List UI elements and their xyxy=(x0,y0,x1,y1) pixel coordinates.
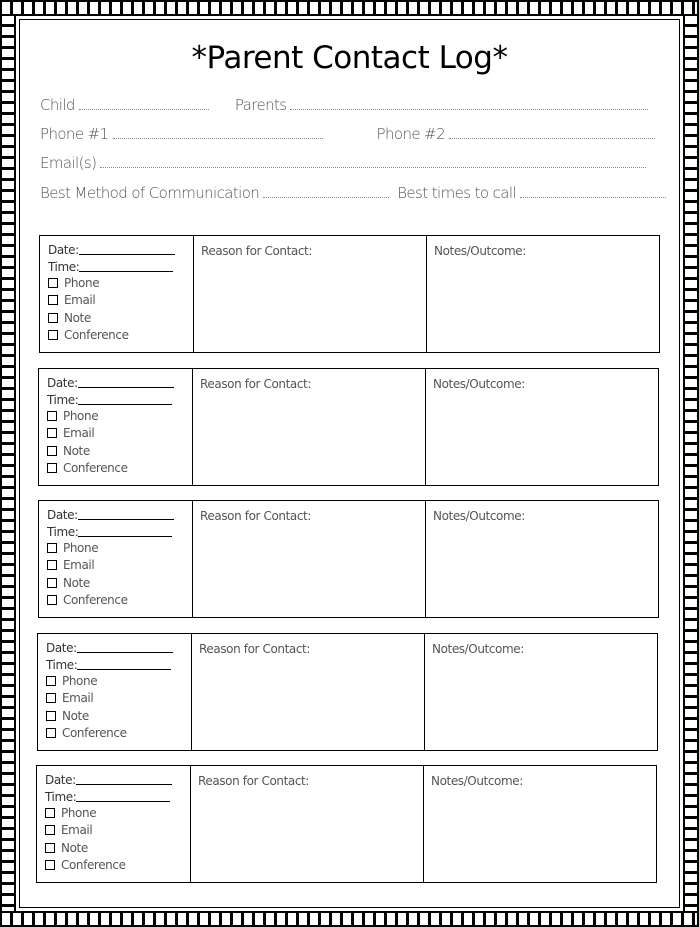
conference-checkbox[interactable] xyxy=(47,463,57,473)
option-label: Note xyxy=(63,443,90,458)
contact-entry-1 xyxy=(39,235,660,353)
entry-datetime-column xyxy=(38,634,192,750)
option-phone xyxy=(47,407,192,425)
option-label: Note xyxy=(61,840,88,855)
time-row xyxy=(47,522,192,539)
note-checkbox[interactable] xyxy=(48,313,58,323)
contact-entry-2 xyxy=(38,368,659,486)
option-note xyxy=(47,442,192,460)
notes-column[interactable] xyxy=(424,766,656,882)
notes-label: Notes/Outcome: xyxy=(434,244,526,258)
best-times-label: Best times to call xyxy=(397,184,516,202)
reason-column[interactable] xyxy=(193,501,426,617)
option-label: Email xyxy=(64,293,96,308)
email-label: Email(s) xyxy=(40,154,97,172)
phone2-label: Phone #2 xyxy=(376,125,446,143)
conference-checkbox[interactable] xyxy=(45,860,55,870)
phone1-label: Phone #1 xyxy=(40,125,109,143)
notes-label: Notes/Outcome: xyxy=(433,377,525,391)
option-conference xyxy=(47,460,192,478)
phone1-field[interactable] xyxy=(113,138,323,139)
time-label: Time: xyxy=(47,393,79,407)
email-checkbox[interactable] xyxy=(48,295,58,305)
date-field[interactable] xyxy=(77,652,173,653)
phone-checkbox[interactable] xyxy=(45,808,55,818)
option-note xyxy=(48,309,193,327)
option-label: Phone xyxy=(61,805,97,820)
entry-datetime-column xyxy=(37,766,191,882)
option-label: Conference xyxy=(62,726,127,741)
notes-column[interactable] xyxy=(426,369,658,485)
time-row xyxy=(45,787,190,804)
option-conference xyxy=(45,857,190,875)
contact-entry-3 xyxy=(38,500,659,618)
entry-datetime-column xyxy=(40,236,194,352)
time-field[interactable] xyxy=(76,801,170,802)
date-field[interactable] xyxy=(76,784,172,785)
date-field[interactable] xyxy=(78,519,174,520)
entry-datetime-column xyxy=(39,501,193,617)
option-note xyxy=(45,839,190,857)
child-label: Child xyxy=(40,96,75,114)
note-checkbox[interactable] xyxy=(47,578,57,588)
option-email xyxy=(47,425,192,443)
option-conference xyxy=(46,725,191,743)
option-phone xyxy=(48,274,193,292)
border-strip-left xyxy=(2,16,16,911)
option-phone xyxy=(47,539,192,557)
time-field[interactable] xyxy=(77,669,171,670)
phone-checkbox[interactable] xyxy=(47,543,57,553)
option-label: Conference xyxy=(63,593,128,608)
border-strip-top xyxy=(2,2,697,16)
option-label: Phone xyxy=(63,408,99,423)
option-label: Phone xyxy=(63,540,99,555)
email-checkbox[interactable] xyxy=(47,560,57,570)
email-checkbox[interactable] xyxy=(45,825,55,835)
reason-column[interactable] xyxy=(193,369,426,485)
date-field[interactable] xyxy=(79,254,175,255)
option-label: Email xyxy=(62,691,94,706)
conference-checkbox[interactable] xyxy=(46,728,56,738)
option-conference xyxy=(47,592,192,610)
reason-label: Reason for Contact: xyxy=(200,509,311,523)
notes-column[interactable] xyxy=(427,236,659,352)
phone-checkbox[interactable] xyxy=(47,411,57,421)
email-checkbox[interactable] xyxy=(46,693,56,703)
date-label: Date: xyxy=(48,243,79,257)
reason-column[interactable] xyxy=(192,634,425,750)
time-field[interactable] xyxy=(79,271,173,272)
note-checkbox[interactable] xyxy=(45,843,55,853)
date-row xyxy=(47,373,192,390)
option-phone xyxy=(46,672,191,690)
option-phone xyxy=(45,804,190,822)
time-label: Time: xyxy=(48,260,80,274)
conference-checkbox[interactable] xyxy=(48,330,58,340)
note-checkbox[interactable] xyxy=(47,446,57,456)
reason-label: Reason for Contact: xyxy=(200,377,311,391)
best-times-field[interactable] xyxy=(520,197,666,198)
reason-column[interactable] xyxy=(191,766,424,882)
date-row xyxy=(48,240,193,257)
option-email xyxy=(45,822,190,840)
option-label: Email xyxy=(61,823,93,838)
notes-label: Notes/Outcome: xyxy=(431,774,523,788)
time-field[interactable] xyxy=(78,536,172,537)
option-label: Phone xyxy=(64,275,100,290)
border-strip-right xyxy=(683,16,697,911)
parents-field[interactable] xyxy=(290,109,648,110)
email-checkbox[interactable] xyxy=(47,428,57,438)
date-row xyxy=(47,505,192,522)
option-label: Email xyxy=(63,558,95,573)
notes-label: Notes/Outcome: xyxy=(432,642,524,656)
phone-row xyxy=(40,121,655,143)
reason-label: Reason for Contact: xyxy=(198,774,309,788)
date-label: Date: xyxy=(47,376,78,390)
reason-label: Reason for Contact: xyxy=(199,642,310,656)
time-row xyxy=(47,390,192,407)
time-row xyxy=(48,257,193,274)
option-email xyxy=(46,690,191,708)
best-method-field[interactable] xyxy=(263,197,389,198)
notes-column[interactable] xyxy=(425,634,657,750)
option-label: Conference xyxy=(61,858,126,873)
border-strip-bottom xyxy=(2,911,697,925)
email-row xyxy=(40,150,646,172)
option-label: Note xyxy=(64,310,91,325)
phone-checkbox[interactable] xyxy=(48,278,58,288)
option-label: Conference xyxy=(64,328,129,343)
date-label: Date: xyxy=(47,508,78,522)
time-field[interactable] xyxy=(78,404,172,405)
phone-checkbox[interactable] xyxy=(46,676,56,686)
time-row xyxy=(46,655,191,672)
option-email xyxy=(48,292,193,310)
communication-row xyxy=(40,180,666,202)
option-label: Conference xyxy=(63,461,128,476)
date-label: Date: xyxy=(46,641,77,655)
conference-checkbox[interactable] xyxy=(47,595,57,605)
notes-label: Notes/Outcome: xyxy=(433,509,525,523)
time-label: Time: xyxy=(45,790,77,804)
phone2-field[interactable] xyxy=(449,138,655,139)
note-checkbox[interactable] xyxy=(46,711,56,721)
best-method-label: Best Method of Communication xyxy=(40,184,260,202)
contact-entry-4 xyxy=(37,633,658,751)
date-field[interactable] xyxy=(78,387,174,388)
option-label: Note xyxy=(63,575,90,590)
option-label: Note xyxy=(62,708,89,723)
option-conference xyxy=(48,327,193,345)
option-note xyxy=(46,707,191,725)
option-label: Phone xyxy=(62,673,98,688)
date-row xyxy=(46,638,191,655)
notes-column[interactable] xyxy=(426,501,658,617)
reason-column[interactable] xyxy=(194,236,427,352)
option-email xyxy=(47,557,192,575)
option-note xyxy=(47,574,192,592)
time-label: Time: xyxy=(47,525,79,539)
contact-entry-5 xyxy=(36,765,657,883)
date-label: Date: xyxy=(45,773,76,787)
child-field[interactable] xyxy=(79,109,209,110)
option-label: Email xyxy=(63,426,95,441)
parents-label: Parents xyxy=(234,96,287,114)
date-row xyxy=(45,770,190,787)
email-field[interactable] xyxy=(100,167,646,168)
page-title: *Parent Contact Log* xyxy=(191,40,508,76)
child-parents-row xyxy=(40,92,648,114)
reason-label: Reason for Contact: xyxy=(201,244,312,258)
time-label: Time: xyxy=(46,658,78,672)
entry-datetime-column xyxy=(39,369,193,485)
